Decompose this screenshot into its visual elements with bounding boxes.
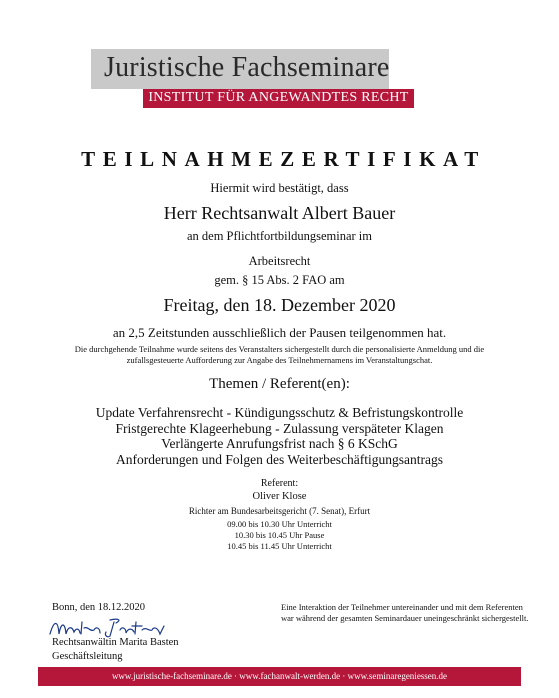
topic-item: Update Verfahrensrecht - Kündigungsschutz & Befristungskontrolle [95,405,464,420]
topics-heading: Themen / Referent(en): [209,376,350,392]
seminar-date: Freitag, den 18. Dezember 2020 [163,295,396,315]
seminar-line: an dem Pflichtfortbildungseminar im [186,229,373,243]
referent-label: Referent: [260,478,299,489]
signatory-name: Rechtsanwältin Marita Basten [52,637,179,648]
interaction-note: Eine Interaktion der Teilnehmer untereinander und mit dem Referenten war während der gesamten Seminardauer uneingeschränkt sichergestellt. [281,602,529,623]
logo-tagline: INSTITUT FÜR ANGEWANDTES RECHT [148,90,409,105]
confirmation-text: Hiermit wird bestätigt, dass [210,181,349,195]
fine-print-line: zufallsgesteuerte Aufforderung zur Angabe des Teilnehmernamens im Veranstaltungschat. [126,355,433,365]
topic-item: Anforderungen und Folgen des Weiterbeschäftigungsantrags [115,451,444,467]
signatory-title: Geschäftsleitung [52,651,123,662]
schedule [0,519,559,552]
topic-item: Fristgerechte Klageerhebung - Zulassung verspäteter Klagen [115,420,444,436]
referent-role: Richter am Bundesarbeitsgericht (7. Senat), Erfurt [188,506,371,516]
topics-list [0,405,559,467]
certificate-title: TEILNAHMEZERTIFIKAT [81,147,486,171]
footer-links[interactable]: www.juristische-fachseminare.de · www.fachanwalt-werden.de · www.seminaregeniessen.de [111,671,448,681]
seminar-subject: Arbeitsrecht [248,254,311,268]
fine-print-line: Die durchgehende Teilnahme wurde seitens des Veranstalters sichergestellt durch die personalisierte Anmeldung und die [74,344,485,354]
schedule-item: 10.45 bis 11.45 Uhr Unterricht [227,541,332,551]
logo-name: Juristische Fachseminare [104,52,390,83]
signature-place-date: Bonn, den 18.12.2020 [52,602,146,613]
schedule-item: 09.00 bis 10.30 Uhr Unterricht [227,519,332,529]
legal-basis: gem. § 15 Abs. 2 FAO am [214,273,345,287]
attendance-hours: an 2,5 Zeitstunden ausschließlich der Pausen teilgenommen hat. [112,325,447,340]
fine-print [0,344,559,366]
schedule-item: 10.30 bis 10.45 Uhr Pause [234,530,325,540]
topic-item: Verlängerte Anrufungsfrist nach § 6 KSchG [161,436,398,451]
referent-name: Oliver Klose [252,491,307,502]
participant-name: Herr Rechtsanwalt Albert Bauer [163,203,396,223]
